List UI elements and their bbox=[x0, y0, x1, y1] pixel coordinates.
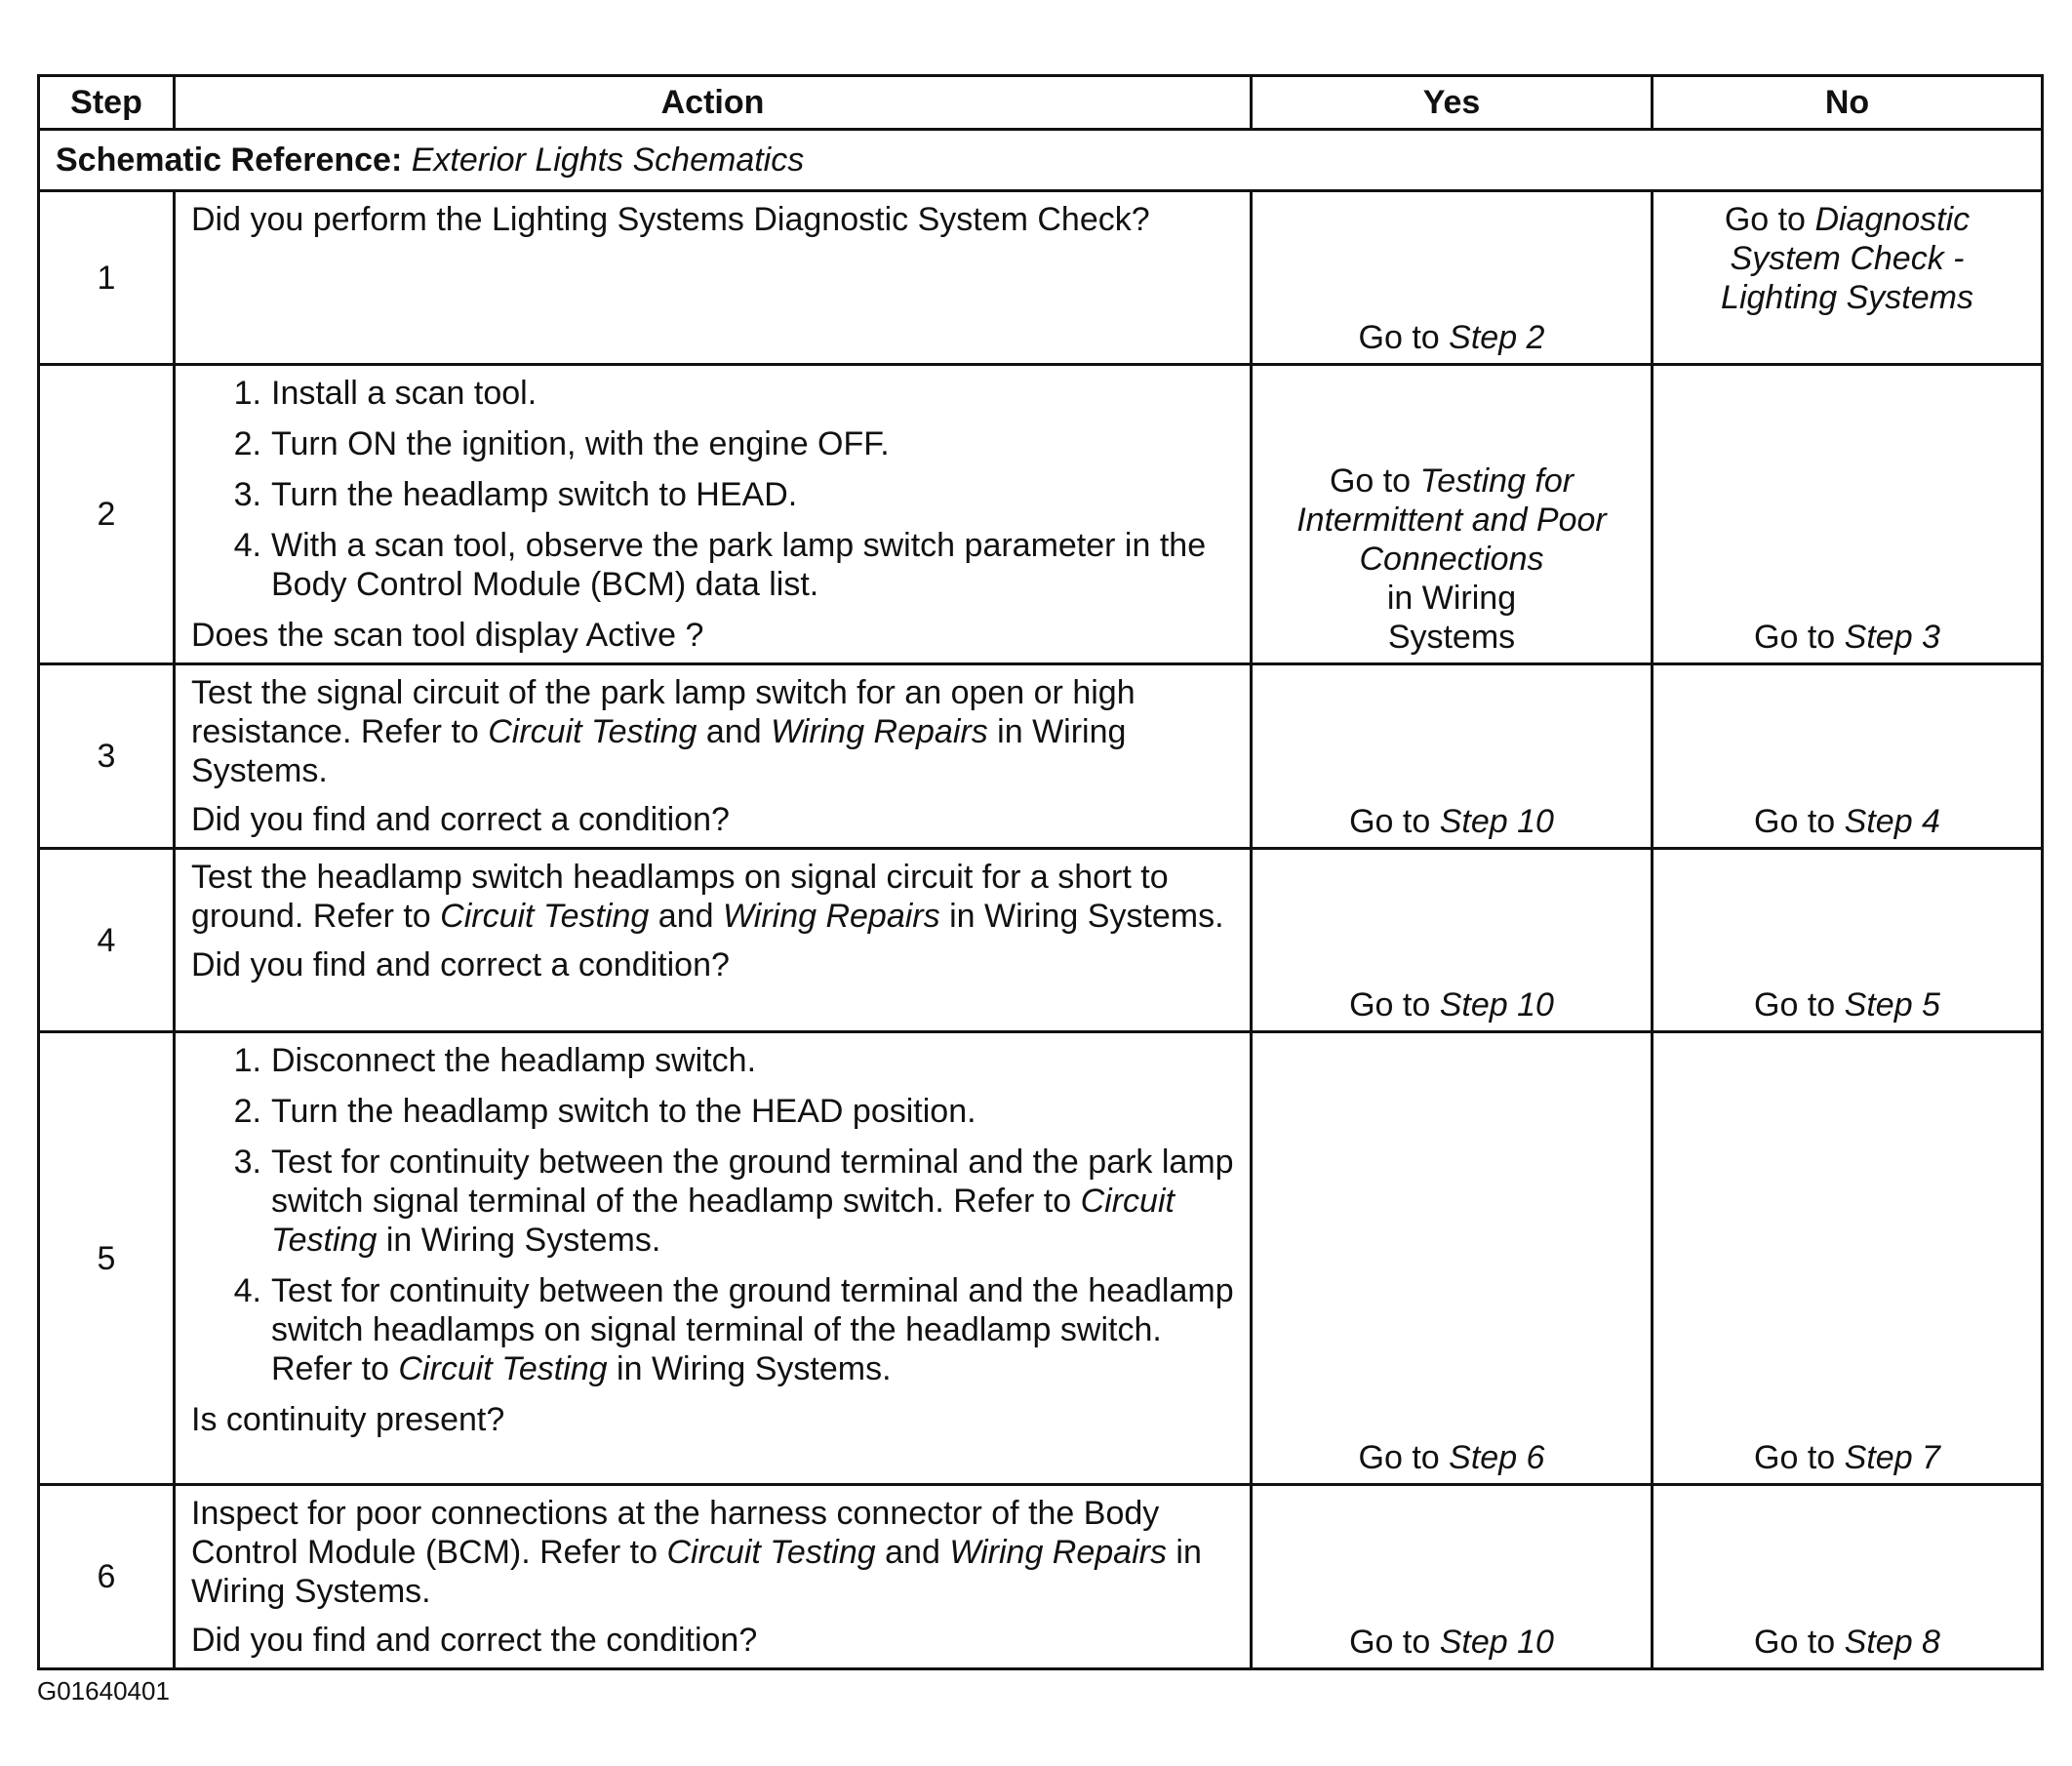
schematic-reference-row bbox=[39, 130, 2043, 191]
list-item: 4. With a scan tool, observe the park lamp switch parameter in the Body Control Module (BCM) data list. bbox=[233, 527, 1207, 603]
action-text: Did you perform the Lighting Systems Diagnostic System Check? bbox=[191, 201, 1150, 238]
action-text: Test the headlamp switch headlamps on signal circuit for a short to ground. Refer to bbox=[191, 859, 1169, 935]
yes-prefix: Go to bbox=[1358, 1439, 1440, 1476]
yes-prefix: Go to bbox=[1349, 986, 1431, 1023]
yes-cell bbox=[1252, 664, 1653, 849]
list-item: 2. Turn ON the ignition, with the engine OFF. bbox=[233, 425, 890, 462]
no-cell bbox=[1653, 1032, 2043, 1485]
circuit-testing-link[interactable]: Circuit Testing bbox=[271, 1183, 1175, 1259]
action-steps-list bbox=[191, 1041, 1234, 1388]
action-steps-list bbox=[191, 374, 1234, 604]
yes-prefix: Go to bbox=[1349, 803, 1431, 840]
action-cell bbox=[175, 191, 1252, 365]
schematic-reference-link[interactable]: Exterior Lights Schematics bbox=[411, 141, 805, 179]
no-prefix: Go to bbox=[1754, 803, 1836, 840]
no-cell bbox=[1653, 1485, 2043, 1669]
list-item: 4. Test for continuity between the ground terminal and the headlamp switch headlamps on signal terminal of the headlamp switch. Refer to Circuit Testing in Wiring Systems. bbox=[233, 1272, 1234, 1387]
header-row bbox=[39, 76, 2043, 130]
list-item: 2. Turn the headlamp switch to the HEAD position. bbox=[233, 1093, 976, 1130]
figure-id: G01640401 bbox=[37, 1676, 170, 1706]
no-prefix: Go to bbox=[1754, 619, 1836, 656]
no-cell bbox=[1653, 191, 2043, 365]
yes-cell bbox=[1252, 1485, 1653, 1669]
no-prefix: Go to bbox=[1754, 1624, 1836, 1661]
conjunction-text: and bbox=[705, 713, 762, 750]
yes-target-link[interactable]: Step 10 bbox=[1439, 986, 1554, 1023]
action-text: Test the signal circuit of the park lamp switch for an open or high resistance. Refer to bbox=[191, 674, 1136, 750]
step-number: 4 bbox=[39, 849, 175, 1032]
yes-target-link-line2[interactable]: Intermittent and Poor bbox=[1296, 502, 1607, 539]
action-cell bbox=[175, 365, 1252, 664]
action-question: Did you find and correct a condition? bbox=[191, 801, 730, 838]
no-target-link[interactable]: Step 3 bbox=[1844, 619, 1940, 656]
step-number: 3 bbox=[39, 664, 175, 849]
table-row bbox=[39, 664, 2043, 849]
yes-prefix: Go to bbox=[1349, 1624, 1431, 1661]
yes-prefix: Go to bbox=[1329, 462, 1412, 500]
action-question: Is continuity present? bbox=[191, 1401, 505, 1438]
header-step: Step bbox=[39, 76, 175, 130]
yes-target-link[interactable]: Testing for bbox=[1419, 462, 1574, 500]
no-target-link[interactable]: Step 5 bbox=[1844, 986, 1940, 1023]
yes-target-link[interactable]: Step 2 bbox=[1449, 319, 1545, 356]
conjunction-text: and bbox=[657, 898, 714, 935]
conjunction-text: and bbox=[885, 1534, 940, 1571]
no-cell bbox=[1653, 664, 2043, 849]
yes-target-link-line3[interactable]: Connections bbox=[1359, 541, 1544, 578]
step-number: 1 bbox=[39, 191, 175, 365]
yes-cell bbox=[1252, 849, 1653, 1032]
action-cell bbox=[175, 664, 1252, 849]
yes-cell bbox=[1252, 191, 1653, 365]
action-cell bbox=[175, 1485, 1252, 1669]
circuit-testing-link[interactable]: Circuit Testing bbox=[440, 898, 650, 935]
action-question: Did you find and correct a condition? bbox=[191, 946, 730, 983]
no-target-link[interactable]: Step 7 bbox=[1844, 1439, 1940, 1476]
wiring-repairs-link[interactable]: Wiring Repairs bbox=[771, 713, 988, 750]
yes-target-link[interactable]: Step 6 bbox=[1449, 1439, 1545, 1476]
header-no: No bbox=[1653, 76, 2043, 130]
table-row bbox=[39, 365, 2043, 664]
yes-prefix: Go to bbox=[1358, 319, 1440, 356]
list-item: 3. Test for continuity between the ground terminal and the park lamp switch signal terminal of the headlamp switch. Refer to Circuit Testing in Wiring Systems. bbox=[233, 1144, 1234, 1259]
no-prefix: Go to bbox=[1754, 1439, 1836, 1476]
no-target-link[interactable]: Diagnostic bbox=[1814, 201, 1971, 238]
no-target-link-line2[interactable]: System Check - bbox=[1730, 240, 1965, 277]
wiring-repairs-link[interactable]: Wiring Repairs bbox=[722, 898, 940, 935]
step-number: 5 bbox=[39, 1032, 175, 1485]
no-target-link[interactable]: Step 4 bbox=[1844, 803, 1940, 840]
header-action: Action bbox=[175, 76, 1252, 130]
header-yes: Yes bbox=[1252, 76, 1653, 130]
action-question: Does the scan tool display Active ? bbox=[191, 617, 704, 654]
circuit-testing-link[interactable]: Circuit Testing bbox=[666, 1534, 876, 1571]
action-cell bbox=[175, 1032, 1252, 1485]
no-prefix: Go to bbox=[1754, 986, 1836, 1023]
table-row bbox=[39, 1032, 2043, 1485]
list-item: 1. Disconnect the headlamp switch. bbox=[233, 1042, 757, 1079]
schematic-reference-cell bbox=[39, 130, 2043, 191]
action-text-suffix: in Wiring Systems. bbox=[191, 1534, 1202, 1610]
step-number: 6 bbox=[39, 1485, 175, 1669]
yes-target-link[interactable]: Step 10 bbox=[1439, 803, 1554, 840]
yes-cell bbox=[1252, 365, 1653, 664]
action-text: Inspect for poor connections at the harness connector of the Body Control Module (BCM). Refer to bbox=[191, 1495, 1160, 1571]
action-text-suffix: in Wiring Systems. bbox=[191, 713, 1127, 789]
list-item: 1. Install a scan tool. bbox=[233, 375, 538, 412]
no-prefix: Go to bbox=[1724, 201, 1806, 238]
table-row bbox=[39, 191, 2043, 365]
list-item: 3. Turn the headlamp switch to HEAD. bbox=[233, 476, 798, 513]
circuit-testing-link[interactable]: Circuit Testing bbox=[488, 713, 697, 750]
wiring-repairs-link[interactable]: Wiring Repairs bbox=[949, 1534, 1167, 1571]
circuit-testing-link[interactable]: Circuit Testing bbox=[398, 1350, 608, 1387]
no-cell bbox=[1653, 849, 2043, 1032]
no-target-link[interactable]: Step 8 bbox=[1844, 1624, 1940, 1661]
yes-suffix-line2: Systems bbox=[1387, 619, 1516, 656]
table-row bbox=[39, 1485, 2043, 1669]
action-cell bbox=[175, 849, 1252, 1032]
table-row bbox=[39, 849, 2043, 1032]
no-target-link-line3[interactable]: Lighting Systems bbox=[1721, 279, 1973, 316]
action-question: Did you find and correct the condition? bbox=[191, 1622, 758, 1659]
diagnostic-table bbox=[37, 74, 2044, 1670]
action-text-suffix: in Wiring Systems. bbox=[949, 898, 1224, 935]
schematic-reference-label: Schematic Reference: bbox=[56, 141, 403, 179]
yes-target-link[interactable]: Step 10 bbox=[1439, 1624, 1554, 1661]
yes-suffix: in Wiring bbox=[1386, 580, 1517, 617]
step-number: 2 bbox=[39, 365, 175, 664]
yes-cell bbox=[1252, 1032, 1653, 1485]
no-cell bbox=[1653, 365, 2043, 664]
